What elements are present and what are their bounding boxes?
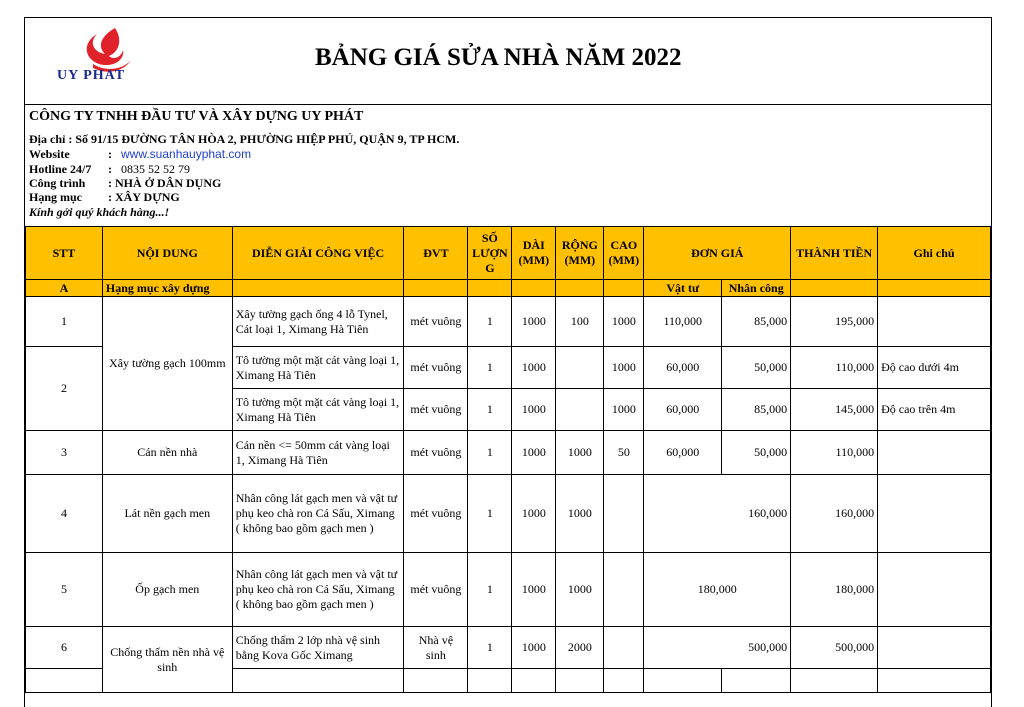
website-link[interactable]: www.suanhauyphat.com (121, 147, 252, 161)
company-address: Địa chỉ : Số 91/15 ĐƯỜNG TÂN HÒA 2, PHƯỜNG HIỆP PHÚ, QUẬN 9, TP HCM. (29, 132, 460, 146)
project-line (29, 176, 221, 191)
hotline-line (29, 162, 190, 177)
category-line (29, 190, 180, 205)
header-soluong: SỐ LƯỢN G (468, 227, 512, 280)
cell-cao: 1000 (604, 297, 644, 347)
table-row (26, 553, 991, 627)
cell-rong: 100 (556, 297, 604, 347)
header-nhancong: Nhân công (722, 280, 791, 297)
header-noidung: NỘI DUNG (102, 227, 232, 280)
website-colon: : (108, 147, 118, 161)
cell-note (878, 297, 991, 347)
cell-desc: Tô tường một mặt cát vàng loại 1, Ximang Hà Tiên (232, 347, 404, 389)
cell-qty: 1 (468, 475, 512, 553)
cell-dai: 1000 (512, 431, 556, 475)
cell-total: 500,000 (791, 627, 878, 669)
cell-vattu: 60,000 (644, 431, 722, 475)
table-row (26, 475, 991, 553)
cell-total: 145,000 (791, 389, 878, 431)
cell-dai: 1000 (512, 627, 556, 669)
hotline-value: 0835 52 52 79 (121, 162, 190, 176)
cell-total: 180,000 (791, 553, 878, 627)
category-value: : XÂY DỰNG (108, 190, 180, 204)
price-sheet (24, 17, 992, 707)
cell-qty: 1 (468, 297, 512, 347)
cell-desc: Nhân công lát gạch men và vật tư phụ keo chà ron Cá Sấu, Ximang ( không bao gồm gạch men ) (232, 475, 404, 553)
table-row (26, 431, 991, 475)
section-code: A (26, 280, 103, 297)
cell-name: Lát nền gạch men (102, 475, 232, 553)
cell-dvt: mét vuông (404, 389, 468, 431)
cell-desc: Cán nền <= 50mm cát vàng loại 1, Ximang Hà Tiên (232, 431, 404, 475)
cell-rong (556, 347, 604, 389)
header-stt: STT (26, 227, 103, 280)
section-row (26, 280, 991, 297)
greeting: Kính gởi quý khách hàng...! (29, 205, 170, 219)
cell-dvt: mét vuông (404, 553, 468, 627)
cell-note: Độ cao dưới 4m (878, 347, 991, 389)
header-dongia: ĐƠN GIÁ (644, 227, 791, 280)
cell-rong (556, 389, 604, 431)
cell-price: 500,000 (644, 627, 791, 669)
project-value: : NHÀ Ở DÂN DỤNG (108, 176, 222, 190)
header-dai: DÀI (MM) (512, 227, 556, 280)
header-dvt: ĐVT (404, 227, 468, 280)
company-info (25, 105, 991, 226)
table-row (26, 297, 991, 347)
cell-rong: 1000 (556, 431, 604, 475)
logo-text: UY PHAT (57, 68, 126, 83)
cell-total: 160,000 (791, 475, 878, 553)
cell-name: Chống thấm nền nhà vệ sinh (102, 627, 232, 693)
cell-dai: 1000 (512, 297, 556, 347)
project-label: Công trình (29, 176, 86, 190)
cell-desc: Tô tường một mặt cát vàng loại 1, Ximang Hà Tiên (232, 389, 404, 431)
section-name: Hạng mục xây dựng (102, 280, 232, 297)
cell-nhancong: 85,000 (722, 297, 791, 347)
cell-total: 110,000 (791, 347, 878, 389)
cell-nhancong: 85,000 (722, 389, 791, 431)
cell-rong: 2000 (556, 627, 604, 669)
cell-total: 110,000 (791, 431, 878, 475)
cell-vattu: 60,000 (644, 347, 722, 389)
cell-dvt: mét vuông (404, 475, 468, 553)
cell-dvt: mét vuông (404, 431, 468, 475)
category-label: Hạng mục (29, 190, 83, 204)
cell-desc: Chống thấm 2 lớp nhà vệ sinh bằng Kova Gốc Ximang (232, 627, 404, 669)
header-row (26, 227, 991, 280)
title-row (25, 18, 991, 105)
page-title: BẢNG GIÁ SỬA NHÀ NĂM 2022 (315, 44, 682, 71)
cell-dvt: Nhà vệ sinh (404, 627, 468, 669)
cell-group-name: Xây tường gạch 100mm (102, 297, 232, 431)
header-ghichu: Ghi chú (878, 227, 991, 280)
header-rong: RỘNG (MM) (556, 227, 604, 280)
cell-stt: 5 (26, 553, 103, 627)
cell-total: 195,000 (791, 297, 878, 347)
cell-qty: 1 (468, 627, 512, 669)
cell-stt: 4 (26, 475, 103, 553)
cell-cao: 1000 (604, 347, 644, 389)
cell-dvt: mét vuông (404, 347, 468, 389)
cell-name: Ốp gạch men (102, 553, 232, 627)
website-label: Website (29, 147, 70, 161)
cell-desc: Nhân công lát gạch men và vật tư phụ keo chà ron Cá Sấu, Ximang ( không bao gồm gạch men ) (232, 553, 404, 627)
table-row (26, 627, 991, 669)
header-vattu: Vật tư (644, 280, 722, 297)
cell-qty: 1 (468, 553, 512, 627)
cell-cao: 1000 (604, 389, 644, 431)
cell-price: 160,000 (644, 475, 791, 553)
cell-nhancong: 50,000 (722, 347, 791, 389)
header-cao: CAO (MM) (604, 227, 644, 280)
cell-qty: 1 (468, 431, 512, 475)
cell-desc: Xây tường gạch ống 4 lỗ Tynel, Cát loại 1, Ximang Hà Tiên (232, 297, 404, 347)
cell-dai: 1000 (512, 389, 556, 431)
header-thanhtien: THÀNH TIỀN (791, 227, 878, 280)
cell-dvt: mét vuông (404, 297, 468, 347)
price-table (25, 226, 991, 693)
hotline-label: Hotline 24/7 (29, 162, 92, 176)
cell-note (878, 431, 991, 475)
cell-name: Cán nền nhà (102, 431, 232, 475)
cell-cao: 50 (604, 431, 644, 475)
cell-qty: 1 (468, 347, 512, 389)
cell-rong: 1000 (556, 475, 604, 553)
cell-price: 180,000 (644, 553, 791, 627)
company-name: CÔNG TY TNHH ĐẦU TƯ VÀ XÂY DỰNG UY PHÁT (29, 109, 364, 124)
cell-note: Độ cao trên 4m (878, 389, 991, 431)
cell-dai: 1000 (512, 475, 556, 553)
cell-vattu: 110,000 (644, 297, 722, 347)
cell-rong: 1000 (556, 553, 604, 627)
cell-stt: 3 (26, 431, 103, 475)
website-line (29, 147, 251, 162)
cell-stt: 1 (26, 297, 103, 347)
cell-nhancong: 50,000 (722, 431, 791, 475)
hotline-colon: : (108, 162, 118, 176)
cell-dai: 1000 (512, 553, 556, 627)
cell-qty: 1 (468, 389, 512, 431)
cell-vattu: 60,000 (644, 389, 722, 431)
cell-stt: 6 (26, 627, 103, 669)
header-diengiai: DIỄN GIẢI CÔNG VIỆC (232, 227, 404, 280)
cell-dai: 1000 (512, 347, 556, 389)
cell-stt: 2 (26, 347, 103, 431)
